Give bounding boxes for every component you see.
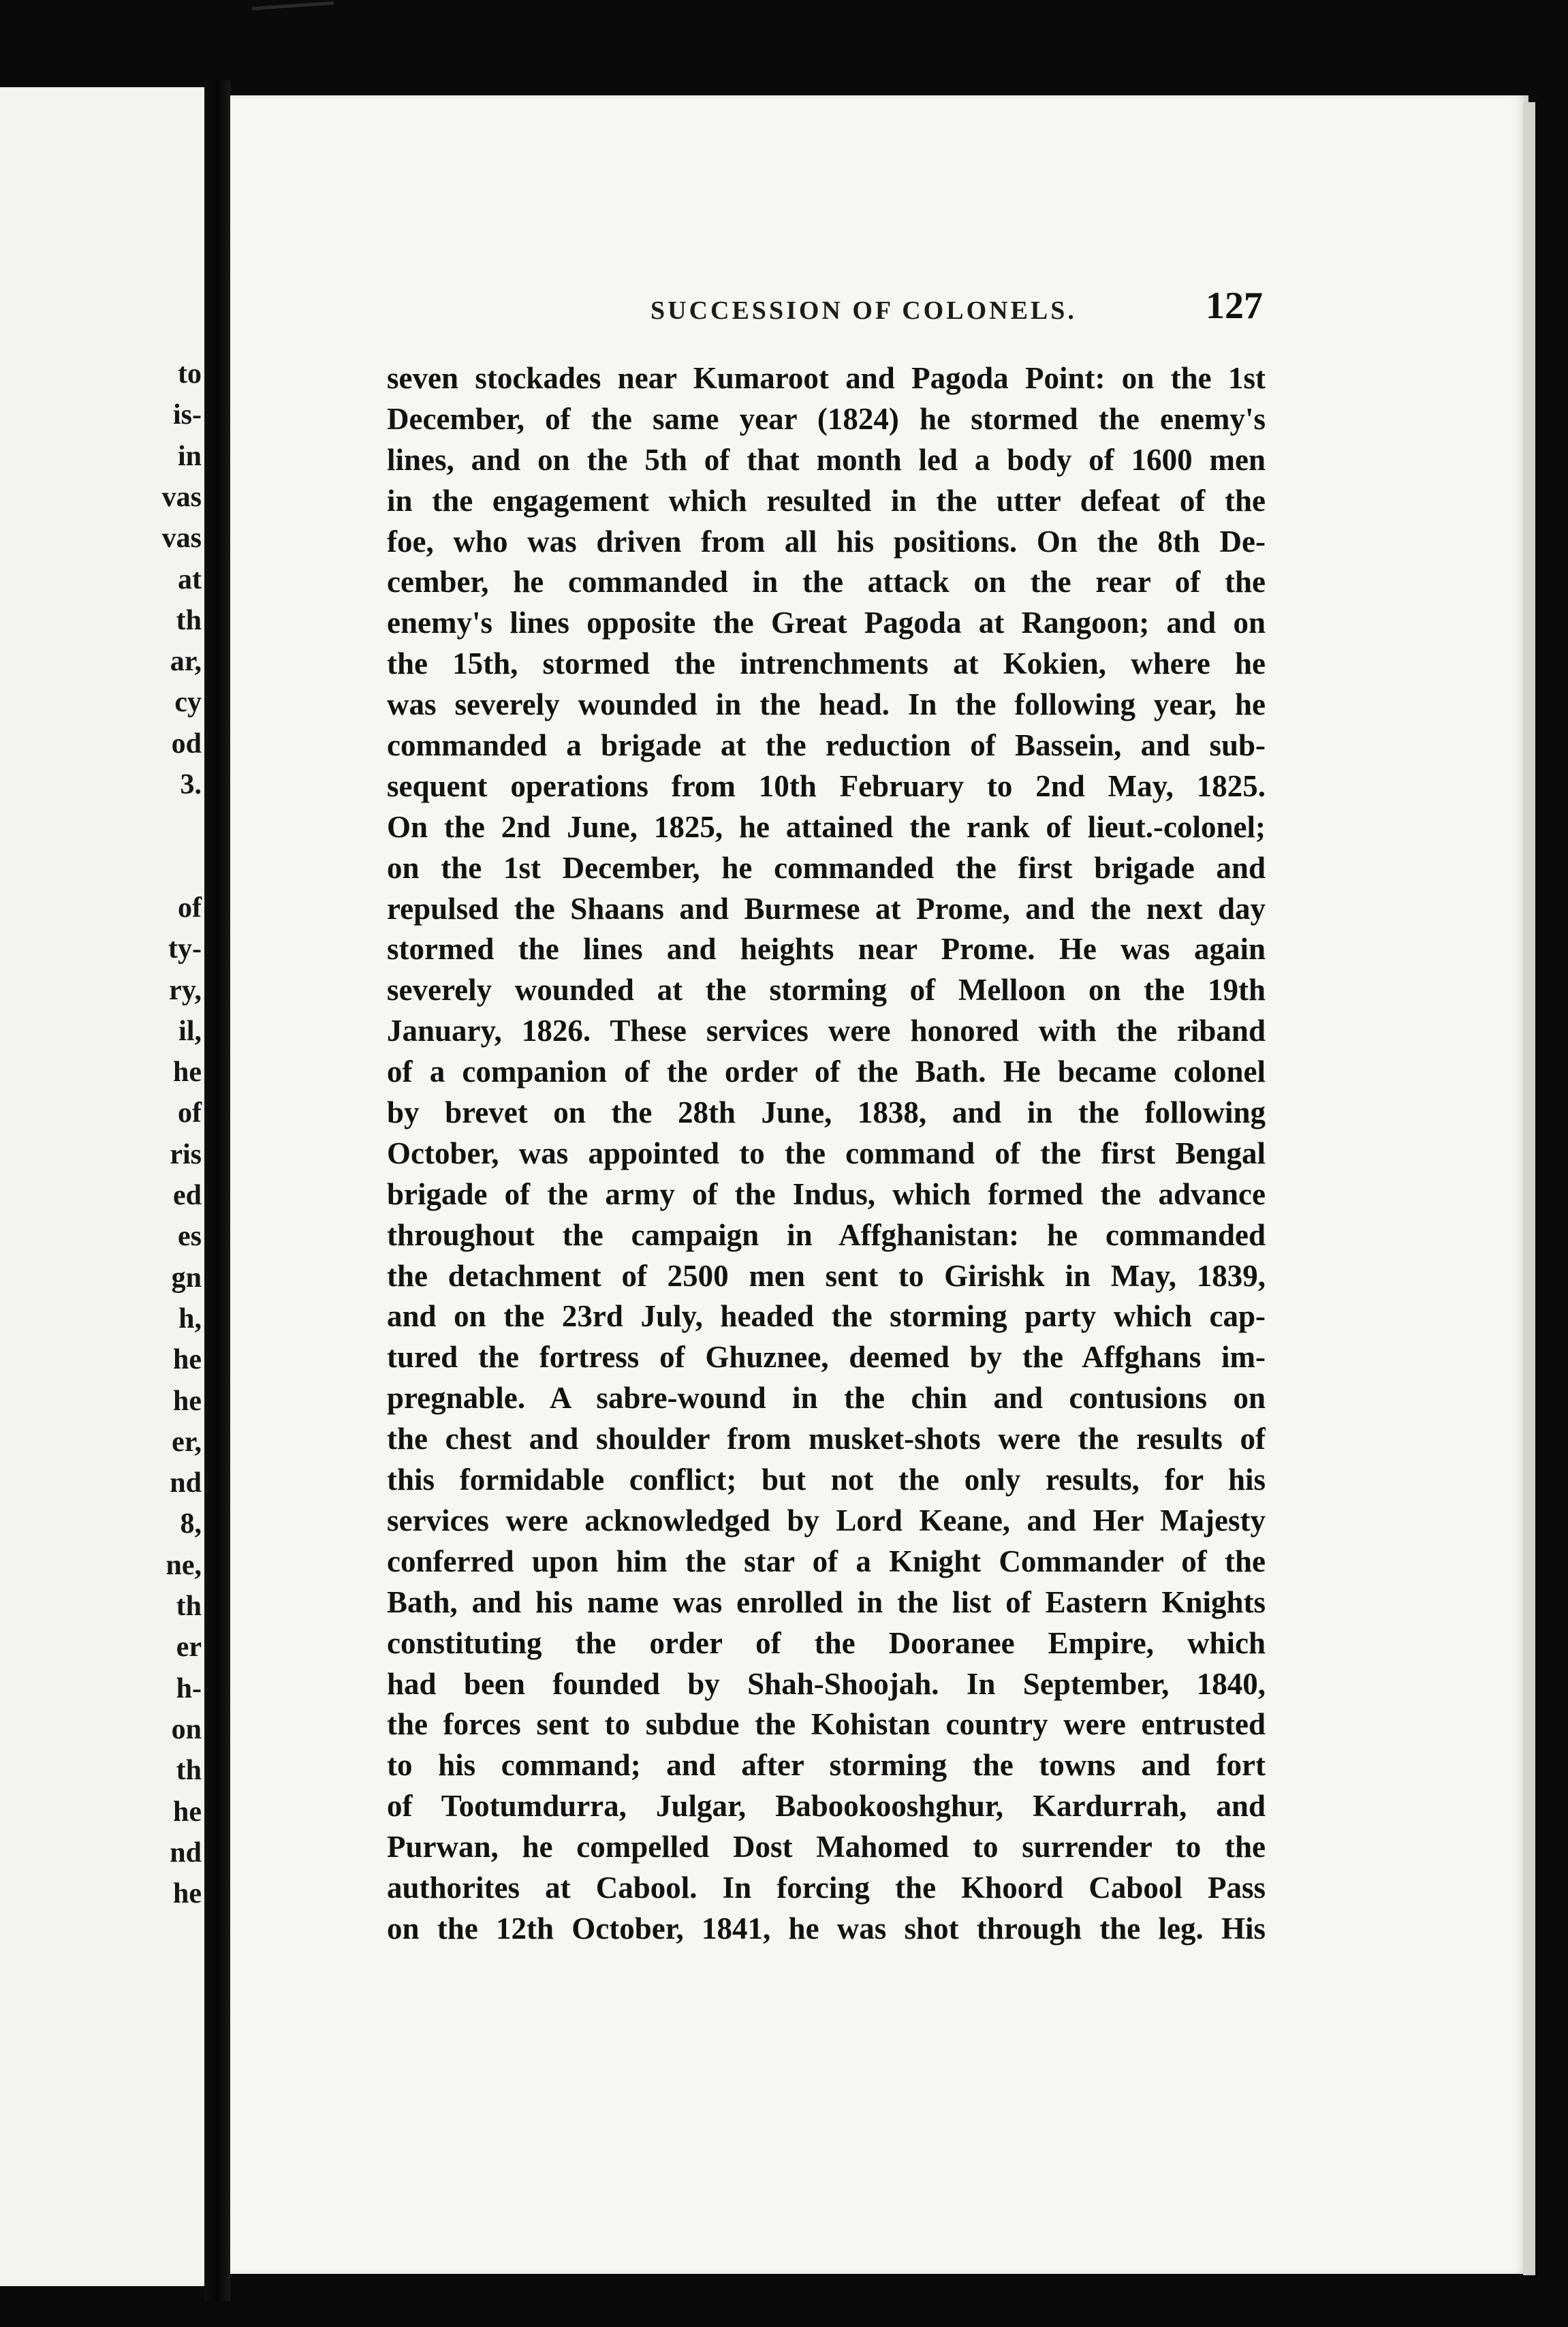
previous-page-line: ry, (169, 974, 202, 1006)
text-line: in the engagement which resulted in the utter defeat of the (387, 483, 1266, 518)
previous-page-line: 3. (180, 769, 202, 800)
previous-page-line: he (173, 1796, 202, 1828)
text-line: conferred upon him the star of a Knight Commander of the (387, 1544, 1266, 1578)
text-line: to his command; and after storming the towns and fort (387, 1748, 1266, 1783)
text-line: severely wounded at the storming of Melloon on the 19th (387, 973, 1266, 1008)
previous-page-line: ed (173, 1180, 202, 1211)
text-line: seven stockades near Kumaroot and Pagoda Point: on the 1st (387, 361, 1266, 395)
previous-page-line: th (176, 1591, 202, 1622)
text-line: tured the fortress of Ghuznee, deemed by the Affghans im- (387, 1340, 1266, 1375)
text-line: the detachment of 2500 men sent to Girishk in May, 1839, (387, 1258, 1266, 1293)
running-head: SUCCESSION OF COLONELS. (650, 296, 1077, 325)
text-line: had been founded by Shah-Shoojah. In September, 1840, (387, 1666, 1266, 1701)
previous-page-line: in (177, 440, 202, 472)
previous-page-line: he (173, 1878, 202, 1910)
text-line: lines, and on the 5th of that month led a body of 1600 men (387, 442, 1266, 477)
page-number: 127 (1206, 285, 1263, 327)
previous-page-line: on (171, 1713, 202, 1745)
previous-page-line: at (178, 563, 202, 595)
text-line: constituting the order of the Dooranee Empire, which (387, 1625, 1266, 1660)
text-line: pregnable. A sabre-wound in the chin and contusions on (387, 1381, 1266, 1416)
previous-page-line: nd (170, 1837, 202, 1869)
text-line: January, 1826. These services were honored with the riband (387, 1014, 1266, 1048)
previous-page-line: is- (173, 399, 202, 431)
text-line: cember, he commanded in the attack on the rear of the (387, 565, 1266, 599)
previous-page-line: ris (170, 1138, 202, 1170)
previous-page-line: nd (170, 1467, 202, 1499)
text-line: of a companion of the order of the Bath. He became colonel (387, 1055, 1266, 1089)
book-gutter (204, 80, 230, 2301)
text-line: Bath, and his name was enrolled in the list of Eastern Knights (387, 1584, 1266, 1619)
text-line: services were acknowledged by Lord Keane, and Her Majesty (387, 1503, 1266, 1537)
previous-page-line: er (176, 1631, 202, 1664)
text-line: stormed the lines and heights near Prome. He was again (387, 932, 1266, 967)
previous-page-line: ar, (170, 646, 202, 678)
text-line: Purwan, he compelled Dost Mahomed to surrender to the (387, 1830, 1266, 1864)
previous-page-line: er, (172, 1426, 202, 1458)
page-edge (1523, 102, 1535, 2275)
text-line: on the 1st December, he commanded the first brigade and (387, 850, 1266, 885)
text-line: of Tootumdurra, Julgar, Babookooshghur, Kardurrah, and (387, 1789, 1266, 1824)
previous-page-line: ty- (168, 933, 202, 965)
previous-page-fragment (0, 87, 204, 2286)
text-line: enemy's lines opposite the Great Pagoda at Rangoon; and on (387, 606, 1266, 640)
previous-page-line: of (178, 892, 202, 924)
text-line: this formidable conflict; but not the only results, for his (387, 1463, 1266, 1497)
text-line: the forces sent to subdue the Kohistan country were entrusted (387, 1707, 1266, 1742)
previous-page-line: ne, (166, 1549, 202, 1581)
text-line: and on the 23rd July, headed the storming party which cap- (387, 1299, 1266, 1334)
previous-page-line: vas (161, 522, 202, 555)
text-line: repulsed the Shaans and Burmese at Prome, and the next day (387, 891, 1266, 926)
previous-page-line: vas (161, 481, 202, 513)
text-line: On the 2nd June, 1825, he attained the rank of lieut.-colonel; (387, 809, 1266, 844)
text-line: by brevet on the 28th June, 1838, and in the following (387, 1095, 1266, 1130)
text-line: was severely wounded in the head. In the following year, he (387, 687, 1266, 722)
text-line: the chest and shoulder from musket-shots were the results of (387, 1422, 1266, 1456)
text-line: sequent operations from 10th February to 2nd May, 1825. (387, 768, 1266, 803)
previous-page-line: 8, (180, 1508, 202, 1540)
previous-page-line: he (173, 1344, 202, 1376)
previous-page-line: od (171, 728, 202, 760)
text-line: December, of the same year (1824) he stormed the enemy's (387, 401, 1266, 436)
previous-page-line: of (178, 1097, 202, 1129)
text-line: the 15th, stormed the intrenchments at Kokien, where he (387, 646, 1266, 681)
text-line: brigade of the army of the Indus, which formed the advance (387, 1176, 1266, 1211)
previous-page-line: il, (178, 1015, 202, 1047)
previous-page-line: es (178, 1221, 202, 1253)
previous-page-line: cy (174, 687, 202, 719)
body-text (387, 358, 1266, 1950)
text-line: foe, who was driven from all his positions. On the 8th De- (387, 524, 1266, 559)
previous-page-line: th (176, 1755, 202, 1787)
text-line: throughout the campaign in Affghanistan: he commanded (387, 1217, 1266, 1252)
previous-page-line: th (176, 604, 202, 636)
previous-page-line: he (173, 1385, 202, 1417)
previous-page-line: he (173, 1057, 202, 1089)
previous-page-line: h- (176, 1672, 202, 1704)
text-line: authorites at Cabool. In forcing the Khoord Cabool Pass (387, 1870, 1266, 1905)
text-line: October, was appointed to the command of the first Bengal (387, 1136, 1266, 1170)
previous-page-line: h, (178, 1302, 202, 1334)
previous-page-line: gn (171, 1262, 202, 1294)
previous-page-line: to (178, 358, 202, 390)
text-line: on the 12th October, 1841, he was shot through the leg. His (387, 1911, 1266, 1946)
text-line: commanded a brigade at the reduction of Bassein, and sub- (387, 728, 1266, 763)
